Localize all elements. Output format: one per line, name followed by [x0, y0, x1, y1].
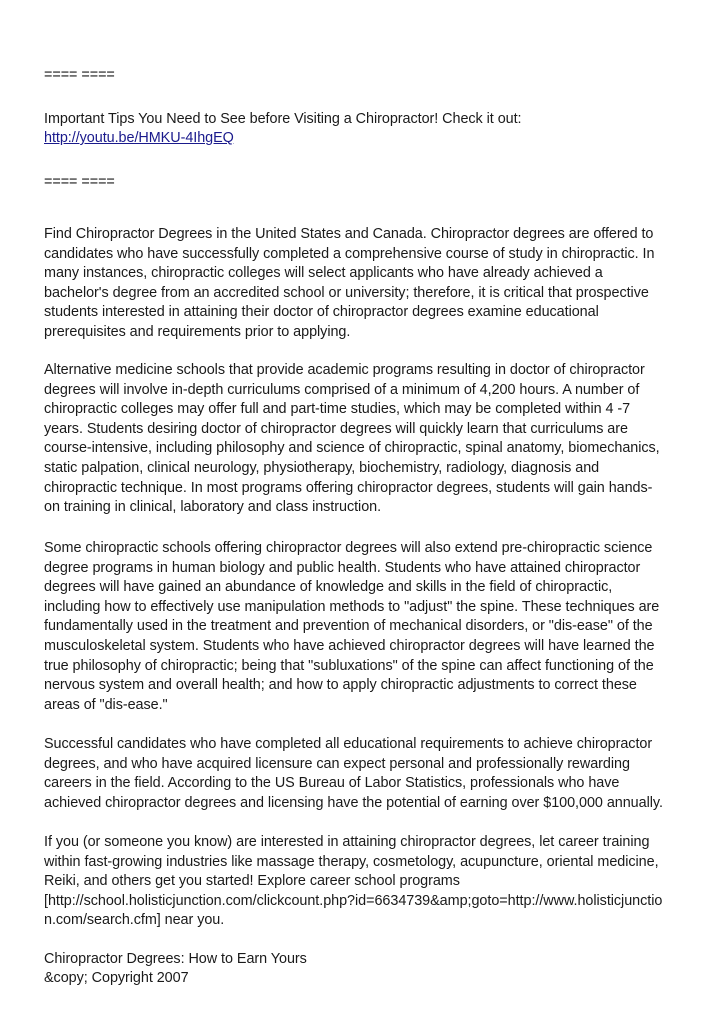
paragraph-call-to-action — [44, 833, 694, 931]
text-line: candidates who have successfully completed a comprehensive course of study in chiropractic. In — [44, 245, 655, 262]
text-line: nervous system and overall health; and how to apply chiropractic adjustments to correct these — [44, 677, 637, 694]
text-line: degrees will have gained an abundance of knowledge and skills in the field of chiropractic, — [44, 579, 613, 596]
text-line: prerequisites and requirements prior to applying. — [44, 323, 351, 340]
text-line: students interested in attaining their doctor of chiropractor degrees examine educational — [44, 304, 599, 321]
text-line: [http://school.holisticjunction.com/clickcount.php?id=6634739&amp;goto=http://www.holisticjunctio — [44, 892, 663, 909]
text-line: bachelor's degree from an accredited school or university; therefore, it is critical that prospective — [44, 284, 649, 301]
text-line: Find Chiropractor Degrees in the United States and Canada. Chiropractor degrees are offered to — [44, 226, 654, 242]
text-line: on training in clinical, laboratory and class instruction. — [44, 499, 382, 516]
text-line: degrees will involve in-depth curriculums comprised of a minimum of 4,200 hours. A number of — [44, 381, 640, 398]
text-line: Alternative medicine schools that provide academic programs resulting in doctor of chiropractor — [44, 362, 645, 378]
footer-title: Chiropractor Degrees: How to Earn Yours — [44, 951, 307, 967]
text-line: If you (or someone you know) are interested in attaining chiropractor degrees, let career training — [44, 834, 650, 850]
separator-bottom: ==== ==== — [44, 174, 115, 190]
text-line: within fast-growing industries like massage therapy, cosmetology, acupuncture, oriental medicine, — [44, 853, 659, 870]
text-line: degree programs in human biology and public health. Students who have attained chiropractor — [44, 559, 641, 576]
text-line: many instances, chiropractic colleges will select applicants who have already achieved a — [44, 265, 603, 282]
tip-link[interactable]: http://youtu.be/HMKU-4IhgEQ — [44, 130, 234, 146]
tip-text: Important Tips You Need to See before Visiting a Chiropractor! Check it out: — [44, 111, 522, 127]
text-line: achieved chiropractor degrees and licensing have the potential of earning over $100,000 annually. — [44, 794, 663, 811]
text-line: including how to effectively use manipulation methods to "adjust" the spine. These techniques are — [44, 598, 660, 615]
paragraph-degrees-intro — [44, 225, 694, 343]
text-line: fundamentally used in the treatment and prevention of mechanical disorders, or "dis-ease" of the — [44, 618, 653, 635]
text-line: Reiki, and others get you started! Explore career school programs — [44, 873, 460, 890]
text-line: years. Students desiring doctor of chiropractor degrees will quickly learn that curriculums are — [44, 420, 628, 437]
text-line: musculoskeletal system. Students who have achieved chiropractor degrees will have learned the — [44, 637, 655, 654]
text-line: degrees, and who have acquired licensure can expect personal and professionally rewarding — [44, 755, 630, 772]
text-line: static palpation, clinical neurology, physiotherapy, biochemistry, radiology, diagnosis and — [44, 459, 600, 476]
text-line: Some chiropractic schools offering chiropractor degrees will also extend pre-chiropractic science — [44, 540, 653, 556]
text-line: areas of "dis-ease." — [44, 696, 168, 713]
text-line: course-intensive, including philosophy and science of chiropractic, spinal anatomy, biomechanics, — [44, 440, 660, 457]
text-line: careers in the field. According to the US Bureau of Labor Statistics, professionals who have — [44, 775, 620, 792]
text-line: chiropractic technique. In most programs offering chiropractor degrees, students will gain hands- — [44, 479, 653, 496]
paragraph-pre-chiropractic — [44, 539, 694, 715]
text-line: chiropractic colleges may offer full and part-time studies, which may be completed within 4 -7 — [44, 401, 631, 418]
paragraph-careers — [44, 735, 694, 813]
text-line: n.com/search.cfm] near you. — [44, 912, 225, 929]
paragraph-curriculum — [44, 361, 694, 518]
text-line: true philosophy of chiropractic; being that "subluxations" of the spine can affect functioning of the — [44, 657, 654, 674]
separator-top: ==== ==== — [44, 67, 115, 83]
footer-copyright: &copy; Copyright 2007 — [44, 970, 189, 986]
text-line: Successful candidates who have completed all educational requirements to achieve chiropractor — [44, 736, 653, 752]
